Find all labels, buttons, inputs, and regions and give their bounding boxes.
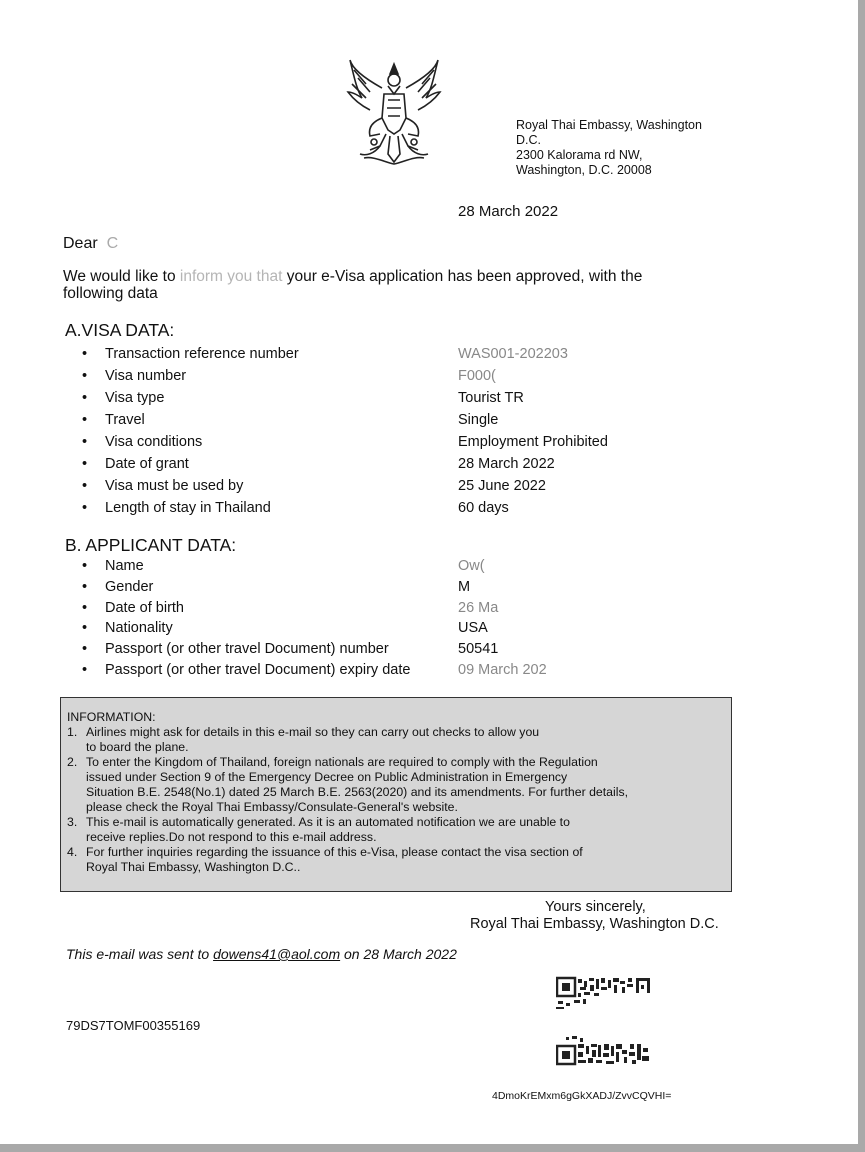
information-item [67,845,724,875]
bullet: • [82,434,88,450]
item-line: please check the Royal Thai Embassy/Consulate-General's website. [86,800,458,814]
item-line: receive replies.Do not respond to this e-mail address. [86,830,377,844]
item-line: Royal Thai Embassy, Washington D.C.. [86,860,301,874]
page-shadow-bottom [0,1144,865,1152]
item-line: issued under Section 9 of the Emergency Decree on Public Administration in Emergency [86,770,568,784]
address-line-3: 2300 Kalorama rd NW, [516,148,643,162]
row-label: Gender [105,578,154,595]
list-item [82,600,682,621]
row-value: Ow( [458,558,485,574]
bullet: • [82,346,88,362]
sent-note [66,946,457,962]
item-line: to board the plane. [86,740,189,754]
list-item [82,558,682,579]
address-line-2: D.C. [516,133,541,147]
list-item [82,390,682,412]
list-item [82,434,682,456]
item-number: 3. [67,815,78,829]
sent-note-suffix: on 28 March 2022 [340,946,457,962]
row-value: Tourist TR [458,390,524,406]
applicant-data-heading: B. APPLICANT DATA: [65,535,237,555]
bullet: • [82,641,88,658]
row-value: WAS001-202203 [458,346,568,362]
list-item [82,500,682,522]
address-line-4: Washington, D.C. 20008 [516,163,652,177]
bullet: • [82,456,88,472]
information-item [67,815,724,845]
letter-date: 28 March 2022 [458,203,559,220]
bullet: • [82,500,88,516]
row-label: Name [105,558,144,574]
item-line: For further inquiries regarding the issuance of this e-Visa, please contact the visa section of [86,845,583,859]
applicant-data-list [82,558,682,683]
visa-data-heading: A.VISA DATA: [65,320,175,340]
list-item [82,368,682,390]
intro-text-2: your e-Visa application has been approved, with the [282,268,643,285]
item-number: 2. [67,755,78,769]
garuda-emblem-icon [344,58,444,170]
row-label: Date of grant [105,456,189,472]
bullet: • [82,620,88,637]
item-line: Airlines might ask for details in this e-mail so they can carry out checks to allow you [86,725,540,739]
row-label: Travel [105,412,145,428]
row-value: USA [458,620,488,637]
row-label: Visa conditions [105,434,203,450]
salutation-prefix: Dear [63,235,98,252]
row-label: Transaction reference number [105,346,299,362]
list-item [82,412,682,434]
row-value: 09 March 202 [458,661,547,678]
address-line-1: Royal Thai Embassy, Washington [516,118,702,132]
row-label: Nationality [105,620,173,637]
row-label: Visa type [105,390,165,406]
list-item [82,641,682,662]
closing-line-2: Royal Thai Embassy, Washington D.C. [470,916,719,932]
recipient-email-link[interactable]: dowens41@aol.com [213,946,341,962]
bullet: • [82,599,88,616]
bullet: • [82,368,88,384]
list-item [82,662,682,683]
verification-hash: 4DmoKrEMxm6gGkXADJ/ZvvCQVHI= [492,1090,672,1102]
bullet: • [82,578,88,595]
row-label: Length of stay in Thailand [105,500,271,516]
row-value: M [458,578,471,595]
sent-note-prefix: This e-mail was sent to [66,946,214,962]
intro-text-faded: inform you that [179,268,283,285]
row-label: Passport (or other travel Document) number [105,641,389,658]
information-title: INFORMATION: [67,710,156,724]
salutation-name: C [106,235,119,252]
row-value: 60 days [458,500,509,516]
reference-code: 79DS7TOMF00355169 [66,1018,201,1033]
barcode-icon-bottom [556,1036,652,1072]
row-value: 28 March 2022 [458,456,555,472]
item-number: 4. [67,845,78,859]
row-value: 50541 [458,641,499,658]
row-value: 26 Ma [458,599,499,616]
visa-data-list [82,346,682,522]
bullet: • [82,478,88,494]
item-line: Situation B.E. 2548(No.1) dated 25 March B.E. 2563(2020) and its amendments. For further details, [86,785,629,799]
salutation [63,235,118,253]
row-value: 25 June 2022 [458,478,546,494]
information-item [67,755,724,815]
row-label: Date of birth [105,599,184,616]
closing-line-1: Yours sincerely, [545,899,646,915]
row-value: F000( [458,368,496,384]
row-label: Visa number [105,368,187,384]
list-item [82,346,682,368]
intro-paragraph [63,268,703,302]
row-value: Employment Prohibited [458,434,608,450]
intro-text-3: following data [63,285,158,302]
item-number: 1. [67,725,78,739]
list-item [82,478,682,500]
information-item [67,725,724,755]
item-line: This e-mail is automatically generated. As it is an automated notification we are unable to [86,815,570,829]
row-value: Single [458,412,499,428]
bullet: • [82,558,88,574]
list-item [82,620,682,641]
list-item [82,456,682,478]
bullet: • [82,661,88,678]
barcode-icon-top [556,975,652,1011]
embassy-address [516,118,702,178]
intro-text-1: We would like to [63,268,180,285]
bullet: • [82,390,88,406]
row-label: Visa must be used by [105,478,244,494]
row-label: Passport (or other travel Document) expiry date [105,661,411,678]
page-shadow-right [858,0,865,1152]
bullet: • [82,412,88,428]
item-line: To enter the Kingdom of Thailand, foreign nationals are required to comply with the Regulation [86,755,598,769]
information-box [60,697,732,892]
list-item [82,579,682,600]
